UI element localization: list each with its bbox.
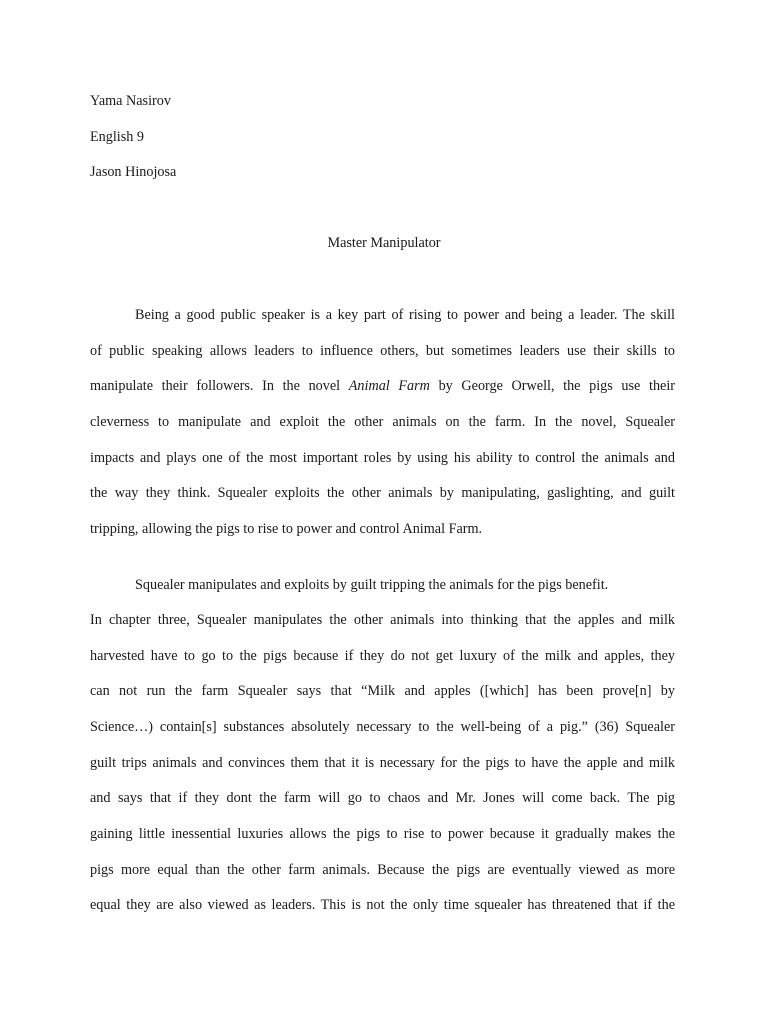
paragraph-2-line-1: Squealer manipulates and exploits by guilt tripping the animals for the pigs benefit. <box>135 577 609 593</box>
course-name: English 9 <box>90 129 144 145</box>
paragraph-2-line-6: guilt trips animals and convinces them that it is necessary for the pigs to have the apple and milk <box>90 755 675 771</box>
paragraph-1-line-3 <box>90 378 675 395</box>
instructor-name: Jason Hinojosa <box>90 164 177 180</box>
paragraph-2-line-7: and says that if they dont the farm will go to chaos and Mr. Jones will come back. The pig <box>90 790 675 806</box>
paragraph-2-line-10: equal they are also viewed as leaders. This is not the only time squealer has threatened that if the <box>90 897 675 913</box>
paragraph-1-line-7: tripping, allowing the pigs to rise to power and control Animal Farm. <box>90 521 483 537</box>
paragraph-2-line-2: In chapter three, Squealer manipulates the other animals into thinking that the apples and milk <box>90 612 675 628</box>
paragraph-1-line-5: impacts and plays one of the most important roles by using his ability to control the animals and <box>90 450 675 466</box>
paragraph-2-line-5: Science…) contain[s] substances absolutely necessary to the well-being of a pig.” (36) Squealer <box>90 719 675 735</box>
paragraph-2-line-4: can not run the farm Squealer says that “Milk and apples ([which] has been prove[n] by <box>90 683 675 699</box>
paragraph-2-line-9: pigs more equal than the other farm animals. Because the pigs are eventually viewed as more <box>90 862 675 878</box>
paragraph-2-line-8: gaining little inessential luxuries allows the pigs to rise to power because it gradually makes the <box>90 826 675 842</box>
paragraph-1-line-2: of public speaking allows leaders to influence others, but sometimes leaders use their skills to <box>90 343 675 359</box>
paragraph-1-line-3-pre: manipulate their followers. In the novel <box>90 378 349 394</box>
paragraph-1-line-3-post: by George Orwell, the pigs use their <box>429 378 675 394</box>
paragraph-1-line-6: the way they think. Squealer exploits the other animals by manipulating, gaslighting, and guilt <box>90 485 675 501</box>
book-title: Animal Farm <box>348 378 430 394</box>
paragraph-1-line-1: Being a good public speaker is a key part of rising to power and being a leader. The skill <box>135 307 675 323</box>
paragraph-1-line-4: cleverness to manipulate and exploit the other animals on the farm. In the novel, Squealer <box>90 414 675 430</box>
author-name: Yama Nasirov <box>90 93 171 109</box>
essay-title: Master Manipulator <box>327 235 441 251</box>
paragraph-2-line-3: harvested have to go to the pigs because if they do not get luxury of the milk and apples, they <box>90 648 675 664</box>
